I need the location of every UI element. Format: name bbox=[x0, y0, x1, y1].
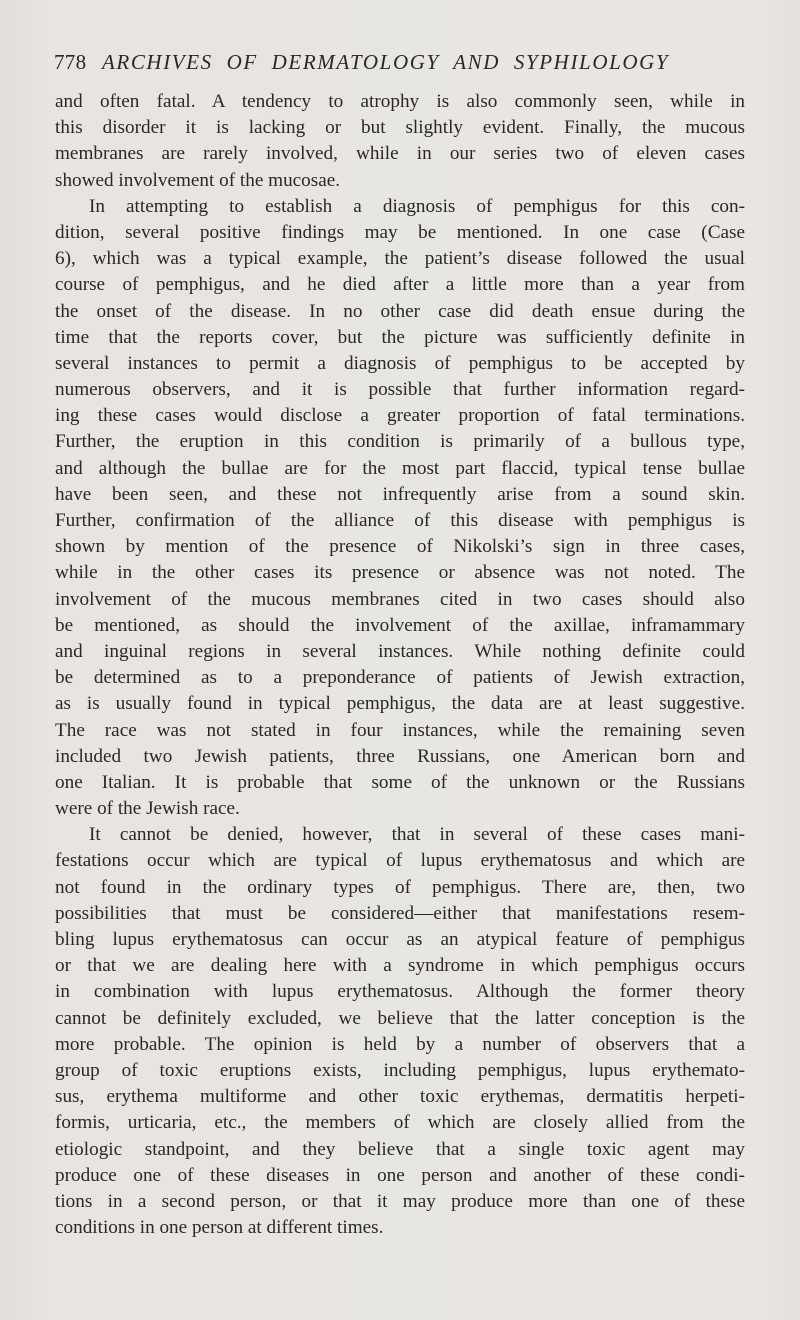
text-line: time that the reports cover, but the picture was sufficiently definite in bbox=[55, 326, 745, 348]
text-line: the onset of the disease. In no other case did death ensue during the bbox=[55, 300, 745, 322]
text-line: produce one of these diseases in one person and another of these condi- bbox=[55, 1164, 745, 1186]
text-line: involvement of the mucous membranes cited in two cases should also bbox=[55, 588, 745, 610]
text-line: In attempting to establish a diagnosis of pemphigus for this con- bbox=[89, 195, 745, 217]
text-line: group of toxic eruptions exists, including pemphigus, lupus erythemato- bbox=[55, 1059, 745, 1081]
text-line: shown by mention of the presence of Nikolski’s sign in three cases, bbox=[55, 536, 745, 558]
text-line: cannot be definitely excluded, we believe that the latter conception is the bbox=[55, 1007, 745, 1029]
journal-title: ARCHIVES OF DERMATOLOGY AND SYPHILOLOGY bbox=[101, 50, 670, 74]
text-line: Further, the eruption in this condition is primarily of a bullous type, bbox=[55, 431, 745, 453]
text-line: not found in the ordinary types of pemphigus. There are, then, two bbox=[55, 876, 745, 898]
text-line: more probable. The opinion is held by a number of observers that a bbox=[55, 1033, 745, 1055]
page-number: 778 bbox=[54, 50, 87, 74]
text-line: one Italian. It is probable that some of the unknown or the Russians bbox=[55, 771, 745, 793]
text-line: course of pemphigus, and he died after a little more than a year from bbox=[55, 274, 745, 296]
running-head bbox=[54, 48, 744, 76]
text-line: were of the Jewish race. bbox=[55, 798, 240, 820]
text-line: included two Jewish patients, three Russians, one American born and bbox=[55, 745, 745, 767]
body-text bbox=[55, 89, 745, 1241]
text-line: The race was not stated in four instances, while the remaining seven bbox=[55, 719, 745, 741]
text-line: be mentioned, as should the involvement of the axillae, inframammary bbox=[55, 614, 745, 636]
text-line: this disorder it is lacking or but slightly evident. Finally, the mucous bbox=[55, 117, 745, 139]
text-line: Further, confirmation of the alliance of this disease with pemphigus is bbox=[55, 510, 745, 531]
text-line: festations occur which are typical of lupus erythematosus and which are bbox=[55, 850, 745, 872]
text-line: membranes are rarely involved, while in our series two of eleven cases bbox=[55, 143, 745, 165]
text-line: It cannot be denied, however, that in several of these cases mani- bbox=[89, 824, 745, 846]
text-line: have been seen, and these not infrequently arise from a sound skin. bbox=[55, 483, 745, 505]
text-line: several instances to permit a diagnosis of pemphigus to be accepted by bbox=[55, 352, 745, 374]
text-line: or that we are dealing here with a syndrome in which pemphigus occurs bbox=[55, 955, 745, 977]
text-line: showed involvement of the mucosae. bbox=[55, 169, 341, 191]
text-line: tions in a second person, or that it may produce more than one of these bbox=[55, 1190, 745, 1212]
text-line: etiologic standpoint, and they believe that a single toxic agent may bbox=[55, 1138, 745, 1160]
text-line: bling lupus erythematosus can occur as an atypical feature of pemphigus bbox=[55, 929, 745, 950]
text-line: be determined as to a preponderance of patients of Jewish extraction, bbox=[55, 667, 745, 689]
text-line: and although the bullae are for the most part flaccid, typical tense bullae bbox=[55, 457, 745, 479]
text-line: while in the other cases its presence or absence was not noted. The bbox=[55, 562, 745, 584]
paragraph bbox=[55, 89, 745, 194]
paragraph bbox=[55, 194, 745, 823]
text-line: formis, urticaria, etc., the members of which are closely allied from the bbox=[55, 1112, 745, 1134]
text-line: dition, several positive findings may be mentioned. In one case (Case bbox=[55, 221, 745, 243]
text-line: ing these cases would disclose a greater proportion of fatal terminations. bbox=[55, 405, 745, 427]
text-line: possibilities that must be considered—either that manifestations resem- bbox=[55, 902, 745, 924]
text-line: in combination with lupus erythematosus. Although the former theory bbox=[55, 981, 745, 1003]
text-line: 6), which was a typical example, the patient’s disease followed the usual bbox=[55, 248, 745, 270]
text-line: numerous observers, and it is possible that further information regard- bbox=[55, 379, 745, 401]
paragraph bbox=[55, 822, 745, 1241]
text-line: conditions in one person at different times. bbox=[55, 1217, 384, 1239]
text-line: sus, erythema multiforme and other toxic erythemas, dermatitis herpeti- bbox=[55, 1086, 745, 1108]
text-line: and often fatal. A tendency to atrophy is also commonly seen, while in bbox=[55, 91, 745, 112]
text-line: as is usually found in typical pemphigus, the data are at least suggestive. bbox=[55, 693, 745, 715]
text-line: and inguinal regions in several instances. While nothing definite could bbox=[55, 640, 745, 662]
